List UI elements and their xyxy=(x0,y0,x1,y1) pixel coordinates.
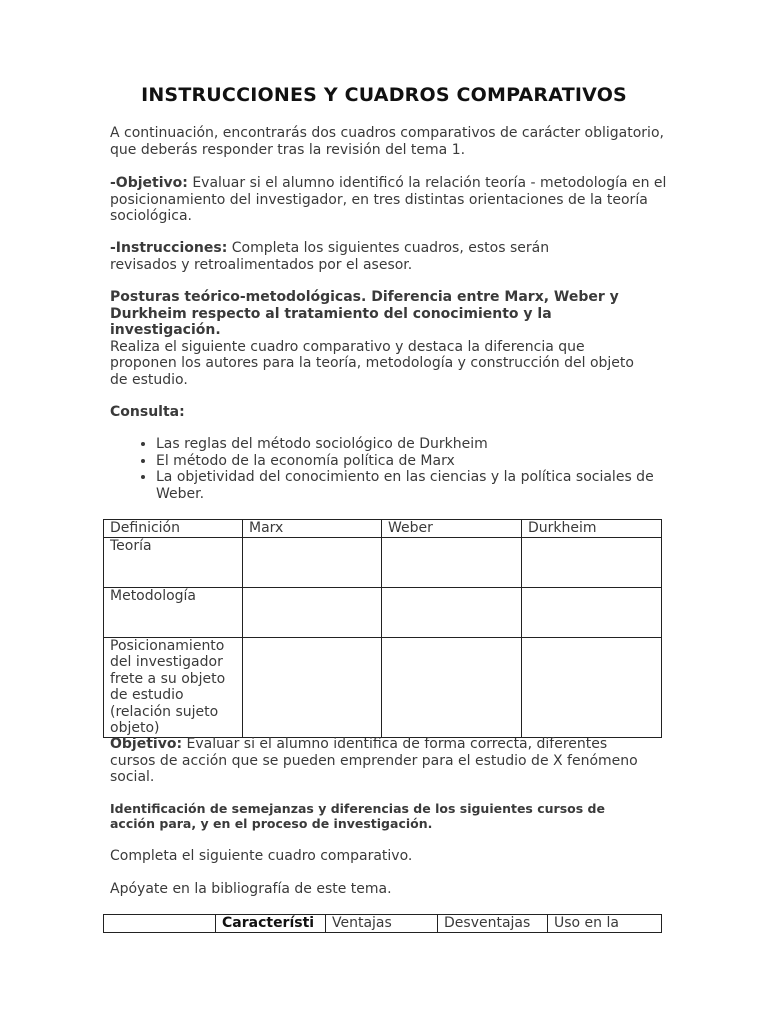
table-header-cell: Definición xyxy=(104,520,243,538)
instrucciones-label: -Instrucciones: xyxy=(110,240,228,256)
empty-cell[interactable] xyxy=(382,637,522,737)
table-row xyxy=(104,537,662,587)
table-header-row xyxy=(104,520,662,538)
consulta-label: Consulta: xyxy=(110,404,185,420)
objetivo-2-label: Objetivo: xyxy=(110,736,183,752)
instrucciones-paragraph xyxy=(110,240,550,273)
posturas-section xyxy=(110,289,655,388)
completa-paragraph: Completa el siguiente cuadro comparativo. xyxy=(110,848,413,864)
table-header-cell: Marx xyxy=(243,520,382,538)
empty-cell[interactable] xyxy=(243,637,382,737)
empty-cell[interactable] xyxy=(522,537,662,587)
empty-cell[interactable] xyxy=(382,587,522,637)
identificacion-heading: Identificación de semejanzas y diferencias de los siguientes cursos de acción para, y en el proceso de investigación. xyxy=(110,801,605,831)
empty-cell[interactable] xyxy=(243,537,382,587)
table-header-cell: Durkheim xyxy=(522,520,662,538)
table-header-cell: Ventajas xyxy=(326,915,438,933)
table-header-cell: Uso en la xyxy=(548,915,662,933)
objetivo-1-paragraph xyxy=(110,175,670,225)
objetivo-2-paragraph xyxy=(110,736,650,786)
instrucciones-text: Completa los siguientes cuadros, estos serán revisados y retroalimentados por el asesor. xyxy=(110,240,550,273)
apoyate-paragraph: Apóyate en la bibliografía de este tema. xyxy=(110,881,392,897)
consulta-list xyxy=(130,436,666,502)
table-row xyxy=(104,637,662,737)
table-header-cell xyxy=(104,915,216,933)
empty-cell[interactable] xyxy=(522,587,662,637)
objetivo-1-text: Evaluar si el alumno identificó la relación teoría - metodología en el posicionamiento del investigador, en tres distintas orientaciones de la teoría sociológica. xyxy=(110,175,667,224)
comparative-table-courses xyxy=(103,914,662,933)
empty-cell[interactable] xyxy=(382,537,522,587)
table-row xyxy=(104,587,662,637)
table-header-cell: Característi xyxy=(216,915,326,933)
list-item: • Las reglas del método sociológico de Durkheim xyxy=(156,436,666,453)
page-title: INSTRUCCIONES Y CUADROS COMPARATIVOS xyxy=(141,84,627,106)
empty-cell[interactable] xyxy=(522,637,662,737)
row-label: Metodología xyxy=(104,587,243,637)
table-header-row xyxy=(104,915,662,933)
objetivo-1-label: -Objetivo: xyxy=(110,175,188,191)
list-item: • El método de la economía política de Marx xyxy=(156,453,666,470)
comparative-table-authors xyxy=(103,519,662,738)
row-label: Teoría xyxy=(104,537,243,587)
empty-cell[interactable] xyxy=(243,587,382,637)
objetivo-2-text: Evaluar si el alumno identifica de forma correcta, diferentes cursos de acción que se pueden emprender para el estudio de X fenómeno social. xyxy=(110,736,638,785)
intro-paragraph: A continuación, encontrarás dos cuadros comparativos de carácter obligatorio, que deberás responder tras la revisión del tema 1. xyxy=(110,125,664,158)
posturas-heading: Posturas teórico-metodológicas. Diferencia entre Marx, Weber y Durkheim respecto al tratamiento del conocimiento y la investigación. xyxy=(110,289,619,338)
table-header-cell: Desventajas xyxy=(438,915,548,933)
list-item: • La objetividad del conocimiento en las ciencias y la política sociales de Weber. xyxy=(156,469,666,502)
table-header-cell: Weber xyxy=(382,520,522,538)
posturas-text: Realiza el siguiente cuadro comparativo y destaca la diferencia que proponen los autores para la teoría, metodología y construcción del objeto de estudio. xyxy=(110,338,634,388)
row-label: Posicionamiento del investigador frete a su objeto de estudio (relación sujeto objeto) xyxy=(104,637,243,737)
